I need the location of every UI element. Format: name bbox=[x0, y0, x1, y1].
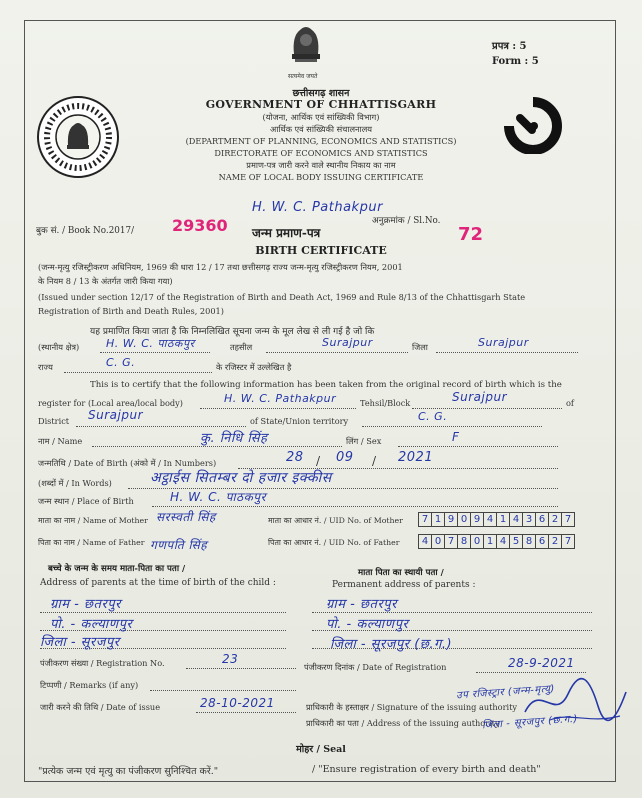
mother-uid-digit: 1 bbox=[496, 512, 510, 527]
mother-uid-boxes bbox=[418, 512, 574, 527]
serial-label: अनुक्रमांक / Sl.No. bbox=[372, 216, 441, 226]
directorate-hi: आर्थिक एवं सांख्यिकी संचालनालय bbox=[270, 124, 372, 134]
mother-value: सरस्वती सिंह bbox=[156, 510, 216, 524]
seal-label: मोहर / Seal bbox=[296, 744, 346, 755]
mother-uid-digit: 4 bbox=[483, 512, 497, 527]
registration-date-value: 28-9-2021 bbox=[508, 656, 575, 670]
mother-uid-digit: 9 bbox=[470, 512, 484, 527]
father-uid-digit: 4 bbox=[496, 534, 510, 549]
registration-date-label: पंजीकरण दिनांक / Date of Registration bbox=[304, 662, 447, 672]
state-hi-label: राज्य bbox=[38, 362, 53, 372]
stamp-line-2: जिला - सूरजपुर (छ.ग.) bbox=[481, 713, 579, 732]
book-no-value: 29360 bbox=[172, 216, 228, 235]
stamp-line-1: उप रजिस्ट्रार (जन्म-मृत्यु) bbox=[455, 683, 556, 702]
dob-label: जन्मतिथि / Date of Birth (अंको में / In Numbers) bbox=[38, 458, 217, 468]
father-uid-digit: 4 bbox=[418, 534, 432, 549]
register-en-value: H. W. C. Pathakpur bbox=[224, 392, 337, 405]
registration-no-label: पंजीकरण संख्या / Registration No. bbox=[40, 658, 165, 668]
district-en-value: Surajpur bbox=[88, 408, 143, 422]
issue-date-label: जारी करने की तिथि / Date of issue bbox=[40, 702, 161, 712]
mother-label: माता का नाम / Name of Mother bbox=[38, 516, 148, 525]
mother-uid-digit: 7 bbox=[561, 512, 575, 527]
district-en-label: District bbox=[38, 416, 70, 426]
father-uid-digit: 5 bbox=[509, 534, 523, 549]
mother-uid-digit: 2 bbox=[548, 512, 562, 527]
mother-uid-digit: 4 bbox=[509, 512, 523, 527]
dob-day: 28 bbox=[286, 450, 304, 465]
dob-month: 09 bbox=[336, 450, 354, 465]
intro-en-1: (Issued under section 12/17 of the Registration of Birth and Death Act, 1969 and Rule 8/13 of the Chhattisgarh State bbox=[38, 292, 526, 302]
place-label: जन्म स्थान / Place of Birth bbox=[38, 496, 134, 506]
sex-label: लिंग / Sex bbox=[346, 436, 382, 446]
birth-address-en: Address of parents at the time of birth of the child : bbox=[40, 578, 276, 588]
birth-address-hi: बच्चे के जन्म के समय माता-पिता का पता / bbox=[48, 564, 186, 574]
issuing-body-hi: प्रमाण-पत्र जारी करने वाले स्थानीय निकाय का नाम bbox=[246, 160, 396, 170]
state-en-value: C. G. bbox=[418, 410, 448, 423]
father-value: गणपति सिंह bbox=[150, 538, 208, 552]
district-hi-value: Surajpur bbox=[478, 336, 529, 349]
certify-hi: यह प्रमाणित किया जाता है कि निम्नलिखित सूचना जन्म के मूल लेख से ली गई है जो कि bbox=[90, 327, 375, 337]
gov-hi: छत्तीसगढ़ शासन bbox=[292, 88, 350, 99]
words-value: अट्ठाईस सितम्बर दो हजार इक्कीस bbox=[150, 470, 332, 486]
mother-uid-digit: 1 bbox=[431, 512, 445, 527]
name-label: नाम / Name bbox=[38, 436, 83, 446]
title-en: BIRTH CERTIFICATE bbox=[255, 244, 387, 257]
father-uid-label: पिता का आधार नं. / UID No. of Father bbox=[268, 538, 400, 547]
perm-address-en: Permanent address of parents : bbox=[332, 580, 476, 590]
tehsil-en-value: Surajpur bbox=[452, 390, 507, 404]
signature-label: प्राधिकारी के हस्ताक्षर / Signature of the issuing authority bbox=[306, 702, 518, 712]
local-area-hi-value: H. W. C. पाठकपुर bbox=[106, 337, 195, 350]
mother-uid-digit: 3 bbox=[522, 512, 536, 527]
father-uid-digit: 2 bbox=[548, 534, 562, 549]
state-en-label: of State/Union territory bbox=[250, 416, 349, 426]
issuing-body-en: NAME OF LOCAL BODY ISSUING CERTIFICATE bbox=[218, 172, 424, 182]
title-hi: जन्म प्रमाण-पत्र bbox=[252, 226, 321, 240]
birth-address-line-2: पो. - कल्याणपुर bbox=[50, 617, 133, 632]
registration-no-value: 23 bbox=[222, 652, 239, 666]
father-uid-digit: 8 bbox=[457, 534, 471, 549]
words-label: (शब्दों में / In Words) bbox=[38, 478, 112, 488]
perm-address-hi: माता पिता का स्थायी पता / bbox=[358, 568, 444, 578]
place-value: H. W. C. पाठकपुर bbox=[170, 490, 267, 504]
gov-en: GOVERNMENT OF CHHATTISGARH bbox=[205, 98, 437, 111]
mother-uid-digit: 6 bbox=[535, 512, 549, 527]
form-number-en: Form : 5 bbox=[492, 56, 539, 67]
mother-uid-digit: 9 bbox=[444, 512, 458, 527]
national-emblem-icon bbox=[286, 22, 326, 70]
father-label: पिता का नाम / Name of Father bbox=[38, 538, 145, 547]
tehsil-en-label: Tehsil/Block bbox=[360, 398, 411, 408]
tehsil-hi-value: Surajpur bbox=[322, 336, 373, 349]
signature-scribble-icon bbox=[520, 672, 630, 732]
emblem-motto: सत्यमेव जयते bbox=[288, 73, 318, 80]
father-uid-digit: 0 bbox=[431, 534, 445, 549]
book-no-label: बुक सं. / Book No.2017/ bbox=[36, 226, 135, 236]
mother-uid-digit: 0 bbox=[457, 512, 471, 527]
tehsil-hi-label: तहसील bbox=[230, 342, 253, 352]
dept-en: (DEPARTMENT OF PLANNING, ECONOMICS AND STATISTICS) bbox=[185, 136, 457, 146]
authority-address-label: प्राधिकारी का पता / Address of the issuing authority bbox=[306, 718, 500, 728]
father-uid-digit: 0 bbox=[470, 534, 484, 549]
intro-hi-2: के नियम 8 / 13 के अंतर्गत जारी किया गया) bbox=[38, 276, 173, 286]
father-uid-digit: 7 bbox=[561, 534, 575, 549]
footer-hi: "प्रत्येक जन्म एवं मृत्यु का पंजीकरण सुनिश्चित करें." bbox=[38, 766, 219, 777]
issuing-body-value: H. W. C. Pathakpur bbox=[252, 200, 383, 215]
register-hi-suffix: के रजिस्टर में उल्लेखित है bbox=[216, 362, 292, 372]
dept-hi: (योजना, आर्थिक एवं सांख्यिकी विभाग) bbox=[262, 112, 380, 122]
intro-hi-1: (जन्म-मृत्यु रजिस्ट्रीकरण अधिनियम, 1969 की धारा 12 / 17 तथा छत्तीसगढ़ राज्य जन्म-मृत्यु रजिस्ट्रीकरण नियम, 2001 bbox=[38, 262, 403, 272]
district-hi-label: जिला bbox=[412, 342, 428, 352]
form-number-hi: प्रपत्र : 5 bbox=[492, 41, 527, 52]
perm-address-line-2: पो. - कल्याणपुर bbox=[326, 617, 409, 632]
sex-value: F bbox=[452, 430, 460, 444]
father-uid-digit: 1 bbox=[483, 534, 497, 549]
father-uid-digit: 6 bbox=[535, 534, 549, 549]
birth-address-line-3: जिला - सूरजपुर bbox=[40, 635, 120, 650]
birth-address-line-1: ग्राम - छतरपुर bbox=[50, 597, 121, 612]
perm-address-line-3: जिला - सूरजपुर (छ.ग.) bbox=[330, 637, 453, 652]
dob-year: 2021 bbox=[398, 450, 434, 465]
directorate-en: DIRECTORATE OF ECONOMICS AND STATISTICS bbox=[214, 148, 428, 158]
state-hi-value: C. G. bbox=[106, 356, 136, 369]
mother-uid-digit: 7 bbox=[418, 512, 432, 527]
local-area-hi-label: (स्थानीय क्षेत्र) bbox=[38, 342, 80, 352]
tehsil-en-of: of bbox=[566, 398, 574, 408]
name-value: कु. निधि सिंह bbox=[200, 431, 268, 446]
remarks-label: टिप्पणी / Remarks (if any) bbox=[40, 680, 139, 690]
mother-uid-label: माता का आधार नं. / UID No. of Mother bbox=[268, 516, 403, 525]
register-en-label: register for (Local area/local body) bbox=[38, 398, 183, 408]
father-uid-digit: 7 bbox=[444, 534, 458, 549]
father-uid-digit: 8 bbox=[522, 534, 536, 549]
serial-value: 72 bbox=[458, 224, 484, 245]
perm-address-line-1: ग्राम - छतरपुर bbox=[326, 597, 397, 612]
father-uid-boxes bbox=[418, 534, 574, 549]
issue-date-value: 28-10-2021 bbox=[200, 696, 275, 710]
intro-en-2: Registration of Birth and Death Rules, 2001) bbox=[38, 306, 224, 316]
footer-en: / "Ensure registration of every birth and death" bbox=[312, 764, 541, 775]
certify-en: This is to certify that the following information has been taken from the original record of birth which is the bbox=[90, 380, 562, 390]
birth-certificate-page: प्रपत्र : 5 Form : 5 सत्यमेव जयते छत्तीसगढ़ शासन GOVERNMENT OF CHHATTISGARH (योजना, आर्थिक एवं सांख्यिकी विभाग) आर्थिक एवं सांख्यिकी संचालनालय (DEPARTMENT OF PLANNING, ECONOMICS AND STATISTICS) DIRECTORATE OF ECONOMICS AND STATISTICS प्रमाण-पत्र जारी करने वाले स्थानीय निकाय का नाम NAME OF LOCAL BODY ISSUING CERTIFICATE बुक सं. / Book No.2017/ 29360 H. W. C. Pathakpur जन्म प्रमाण-पत्र अनुक्रमांक / Sl.No. 72 BIRTH CERTIFICATE (जन्म-मृत्यु रजिस्ट्रीकरण अधिनियम, 1969 की धारा 12 / 17 तथा छत्तीसगढ़ राज्य जन्म-मृत्यु रजिस्ट्रीकरण नियम, 2001 के नियम 8 / 13 के अंतर्गत जारी किया गया) (Issued under section 12/17 of the Registration of Birth and Death Act, 1969 and Rule 8/13 of the Chhattisgarh State Registration of Birth and Death Rules, 2001) यह प्रमाणित किया जाता है कि निम्नलिखित सूचना जन्म के मूल लेख से ली गई है जो कि (स्थानीय क्षेत्र) H. W. C. पाठकपुर तहसील Surajpur जिला Surajpur राज्य C. G. के रजिस्टर में उल्लेखित है This is to certify that the following information has been taken from the original record of birth which is the register for (Local area/local body) H. W. C. Pathakpur Tehsil/Block Surajpur of District Surajpur of State/Union territory C. G. नाम / Name कु. निधि सिंह लिंग / Sex F जन्मतिथि / Date of Birth (अंको में / In Numbers) 28 / 09 / 2021 (शब्दों में / In Words) अट्ठाईस सितम्बर दो हजार इक्कीस जन्म स्थान / Place of Birth H. W. C. पाठकपुर माता का नाम / Name of Mother सरस्वती सिंह माता का आधार नं. / UID No. of Mother 7 1 9 0 9 4 1 4 3 6 2 7 पिता का नाम / Name of Father गणपति सिंह पिता का आधार नं. / UID No. of Father 4 0 7 8 0 1 4 5 8 6 2 7 बच्चे के जन्म के समय माता-पिता का पता / Address of parents at the time of birth of the child : माता पिता का स्थायी पता / Permanent address of parents : ग्राम - छतरपुर पो. - कल्याणपुर जिला - सूरजपुर ग्राम - छतरपुर पो. - कल्याणपुर जिला - सूरजपुर (छ.ग.) पंजीकरण संख्या / Registration No. 23 पंजीकरण दिनांक / Date of Registration 28-9-2021 टिप्पणी / Remarks (if any) जारी करने की तिथि / Date of issue 28-10-2021 प्राधिकारी के हस्ताक्षर / Signature of the issuing authority प्राधिकारी का पता / Address of the issuing authority उप रजिस्ट्रार (जन्म-मृत्यु) जिला - सूरजपुर (छ.ग.) मोहर / Seal "प्रत्येक जन्म एवं मृत्यु का पंजीकरण सुनिश्चित करें." / "Ensure registration of every birth and death" bbox=[0, 0, 642, 798]
